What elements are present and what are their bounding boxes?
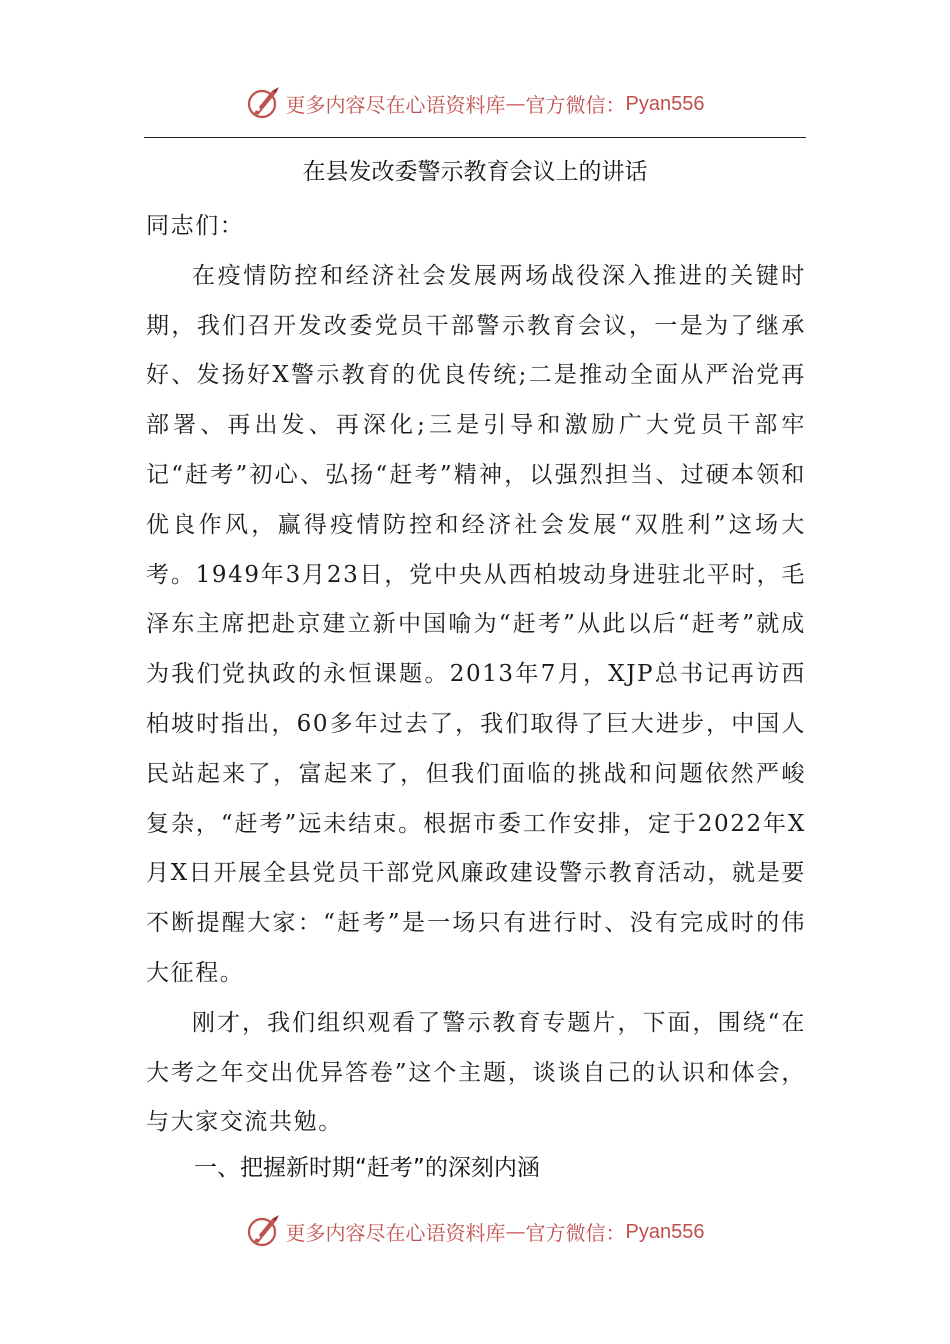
watermark-site-text: 更多内容尽在心语资料库 — [285, 1220, 506, 1245]
salutation: 同志们： — [146, 213, 245, 239]
watermark-dash: — — [505, 1219, 526, 1243]
watermark-contact-label: 官方微信： — [525, 92, 626, 117]
pen-quill-logo-icon — [246, 85, 282, 121]
document-title: 在县发改委警示教育会议上的讲话 — [302, 159, 648, 185]
body-paragraph-2: 刚才，我们组织观看了警示教育专题片，下面，围绕“在大考之年交出优异答卷”这个主题，谈谈自己的认识和体会，与大家交流共勉。 — [146, 1009, 806, 1136]
watermark-contact-id: Pyan556 — [625, 92, 705, 115]
watermark-dash: — — [505, 91, 526, 115]
watermark-contact-label: 官方微信： — [525, 1220, 626, 1245]
watermark-contact-id: Pyan556 — [625, 1220, 705, 1243]
header-watermark-banner — [0, 78, 950, 128]
body-paragraph-1: 在疫情防控和经济社会发展两场战役深入推进的关键时期，我们召开发改委党员干部警示教育会议，一是为了继承好、发扬好X警示教育的优良传统;二是推动全面从严治党再部署、再出发、再深化;三是引导和激励广大党员干部牢记“赶考”初心、弘扬“赶考”精神，以强烈担当、过硬本领和优良作风，赢得疫情防控和经济社会发展“双胜利”这场大考。1949年3月23日，党中央从西柏坡动身进驻北平时，毛泽东主席把赴京建立新中国喻为“赶考”从此以后“赶考”就成为我们党执政的永恒课题。2013年7月，XJP总书记再访西柏坡时指出，60多年过去了，我们取得了巨大进步，中国人民站起来了，富起来了，但我们面临的挑战和问题依然严峻复杂，“赶考”远未结束。根据市委工作安排，定于2022年X月X日开展全县党员干部党风廉政建设警示教育活动，就是要不断提醒大家：“赶考”是一场只有进行时、没有完成时的伟大征程。 — [146, 262, 806, 986]
document-body — [146, 202, 806, 1148]
section-heading: 一、把握新时期“赶考”的深刻内涵 — [194, 1155, 540, 1181]
header-rule — [144, 137, 806, 138]
footer-watermark-banner — [0, 1206, 950, 1256]
pen-quill-logo-icon — [246, 1213, 282, 1249]
watermark-site-text: 更多内容尽在心语资料库 — [285, 92, 506, 117]
